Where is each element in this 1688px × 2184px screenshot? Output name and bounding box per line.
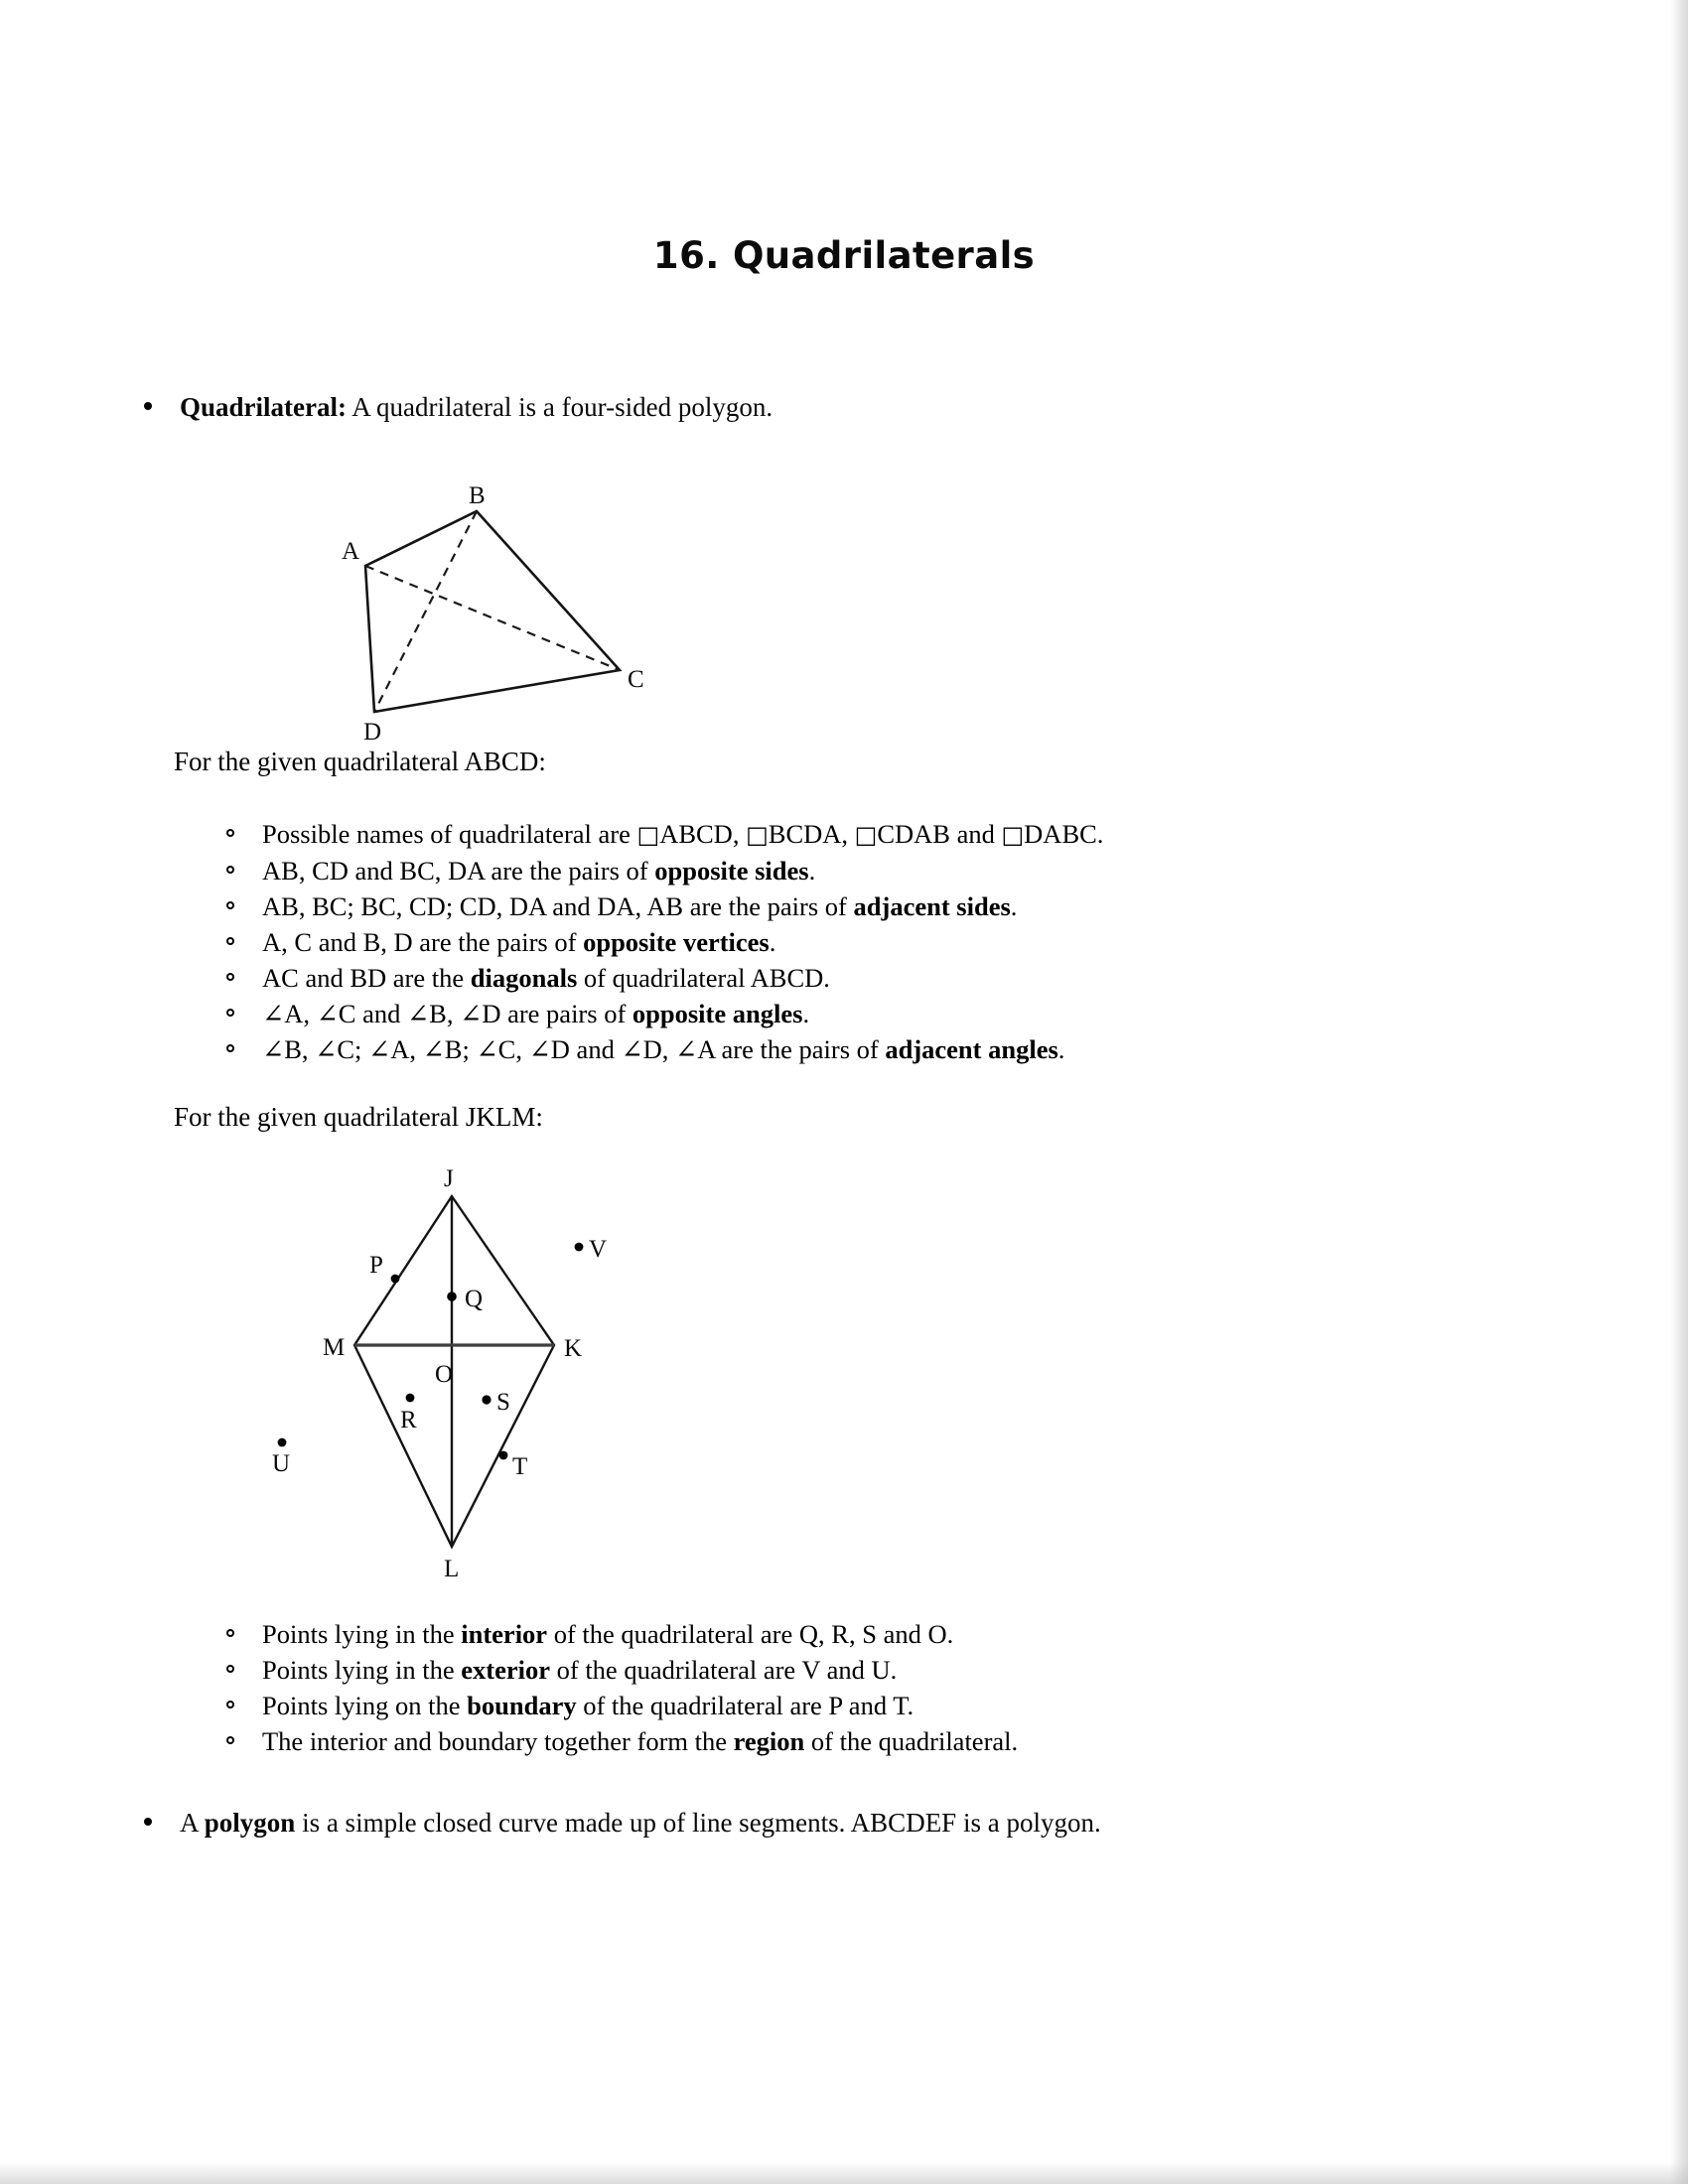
label-k: K [564, 1335, 583, 1362]
list-item [226, 1688, 1617, 1723]
list-item [226, 996, 1617, 1031]
list-item [226, 853, 1617, 888]
abcd-diagram-svg [318, 481, 675, 750]
quadrilateral-symbol-2: □ [746, 821, 769, 849]
label-d: D [363, 719, 382, 746]
bullet-text [180, 1805, 1534, 1841]
list-item-text [262, 1688, 1617, 1723]
seg-bold: adjacent angles [885, 1034, 1058, 1064]
quadrilateral-symbol-3: □ [854, 821, 878, 849]
circle-bullet-icon [226, 1701, 234, 1708]
label-l: L [444, 1556, 460, 1582]
label-r: R [400, 1407, 417, 1433]
point-t-dot [499, 1451, 508, 1460]
list-item-text [262, 996, 1617, 1031]
circle-bullet-icon [226, 1629, 234, 1637]
label-s: S [496, 1389, 510, 1416]
definition-text: A quadrilateral is a four-sided polygon. [346, 392, 774, 422]
seg-bold: exterior [461, 1655, 550, 1685]
list-item-text [262, 1031, 1617, 1067]
seg-bold: diagonals [470, 963, 578, 993]
label-m: M [323, 1334, 346, 1361]
seg-a: A, C and B, D are the pairs of [262, 927, 584, 957]
list-item [226, 1723, 1617, 1759]
bullet-quadrilateral-definition [144, 389, 1484, 425]
bullet-dot-icon [144, 402, 152, 410]
abcd-outline [365, 511, 620, 712]
seg-b: . [1057, 1034, 1065, 1064]
list-item-text [262, 924, 1617, 960]
scan-edge-bottom [0, 2162, 1688, 2184]
seg-b: of the quadrilateral. [804, 1726, 1019, 1756]
quadrilateral-symbol-4: □ [1001, 821, 1025, 849]
lead-abcd: For the given quadrilateral ABCD: [174, 747, 546, 776]
seg-bold: opposite angles [632, 999, 803, 1028]
seg-a: Points lying on the [262, 1691, 468, 1720]
point-r-dot [406, 1394, 415, 1403]
list-item [226, 888, 1617, 924]
figure-quadrilateral-jklm [248, 1152, 665, 1598]
label-u: U [272, 1450, 291, 1477]
seg-m4: DABC. [1024, 819, 1104, 849]
seg-a: AC and BD are the [262, 963, 471, 993]
seg-b: . [808, 856, 816, 886]
label-a: A [342, 538, 360, 565]
seg-b: . [802, 999, 810, 1028]
circle-bullet-icon [226, 973, 234, 981]
quadrilateral-symbol-1: □ [636, 821, 660, 849]
seg-b: of the quadrilateral are P and T. [576, 1691, 914, 1720]
seg-b: of quadrilateral ABCD. [577, 963, 830, 993]
circle-bullet-icon [226, 1009, 234, 1017]
jklm-diagram-svg [248, 1152, 665, 1598]
label-c: C [628, 666, 644, 693]
circle-bullet-icon [226, 1736, 234, 1744]
circle-bullet-icon [226, 901, 234, 909]
seg-a: AB, BC; BC, CD; CD, DA and DA, AB are the pairs of [262, 891, 854, 921]
list-item-text [262, 816, 1617, 853]
seg-bold: boundary [467, 1691, 577, 1720]
lead-jklm: For the given quadrilateral JKLM: [174, 1102, 543, 1132]
circle-bullet-icon [226, 1665, 234, 1673]
label-p: P [369, 1252, 383, 1279]
label-q: Q [465, 1286, 484, 1312]
label-o: O [435, 1361, 454, 1388]
jklm-outline [354, 1196, 554, 1547]
list-item [226, 960, 1617, 996]
seg-a: Points lying in the [262, 1619, 462, 1649]
bullet-text [180, 389, 1484, 425]
label-t: T [512, 1453, 528, 1480]
point-p-dot [391, 1275, 400, 1284]
seg-bold: opposite vertices [583, 927, 770, 957]
seg-b: of the quadrilateral are V and U. [550, 1655, 898, 1685]
list-item [226, 816, 1617, 853]
list-item [226, 1031, 1617, 1067]
seg-b: . [769, 927, 776, 957]
bullet-dot-icon [144, 1818, 152, 1826]
point-s-dot [482, 1395, 491, 1404]
list-item-text [262, 888, 1617, 924]
list-item-text [262, 1723, 1617, 1759]
term-quadrilateral: Quadrilateral: [180, 392, 347, 422]
term-polygon: polygon [204, 1808, 296, 1838]
seg-m3: CDAB and [877, 819, 1002, 849]
seg-m1: ABCD, [659, 819, 747, 849]
bullet-polygon-definition [144, 1805, 1534, 1841]
seg-a: The interior and boundary together form the [262, 1726, 734, 1756]
list-jklm-points [226, 1616, 1617, 1759]
point-q-dot [447, 1292, 457, 1301]
circle-bullet-icon [226, 937, 234, 945]
seg-m2: BCDA, [768, 819, 855, 849]
circle-bullet-icon [226, 866, 234, 874]
seg-bold: region [733, 1726, 805, 1756]
label-v: V [589, 1236, 608, 1263]
list-item-text [262, 853, 1617, 888]
seg-a: AB, CD and BC, DA are the pairs of [262, 856, 655, 886]
list-abcd-properties [226, 816, 1617, 1067]
circle-bullet-icon [226, 1044, 234, 1052]
point-u-dot [278, 1438, 287, 1447]
label-b: B [469, 482, 486, 509]
seg-bold: adjacent sides [853, 891, 1011, 921]
list-item-text [262, 1616, 1617, 1652]
list-item [226, 1652, 1617, 1688]
seg-bold: opposite sides [654, 856, 809, 886]
seg-bold: interior [461, 1619, 548, 1649]
seg-a: Possible names of quadrilateral are [262, 819, 637, 849]
page-title: 16. Quadrilaterals [652, 234, 1036, 277]
seg-after: is a simple closed curve made up of line segments. ABCDEF is a polygon. [295, 1808, 1101, 1838]
seg-a: Points lying in the [262, 1655, 462, 1685]
circle-bullet-icon [226, 829, 234, 837]
list-item [226, 1616, 1617, 1652]
seg-before: A [180, 1808, 205, 1838]
seg-a: ∠A, ∠C and ∠B, ∠D are pairs of [262, 999, 633, 1028]
list-item-text [262, 1652, 1617, 1688]
list-item [226, 924, 1617, 960]
list-item-text [262, 960, 1617, 996]
seg-b: . [1010, 891, 1018, 921]
point-v-dot [575, 1243, 584, 1252]
diagonal-bd [374, 511, 477, 712]
seg-a: ∠B, ∠C; ∠A, ∠B; ∠C, ∠D and ∠D, ∠A are the pairs of [262, 1034, 886, 1064]
scan-edge-right [1670, 0, 1688, 2184]
seg-b: of the quadrilateral are Q, R, S and O. [547, 1619, 954, 1649]
label-j: J [444, 1165, 454, 1192]
figure-quadrilateral-abcd [318, 481, 675, 750]
